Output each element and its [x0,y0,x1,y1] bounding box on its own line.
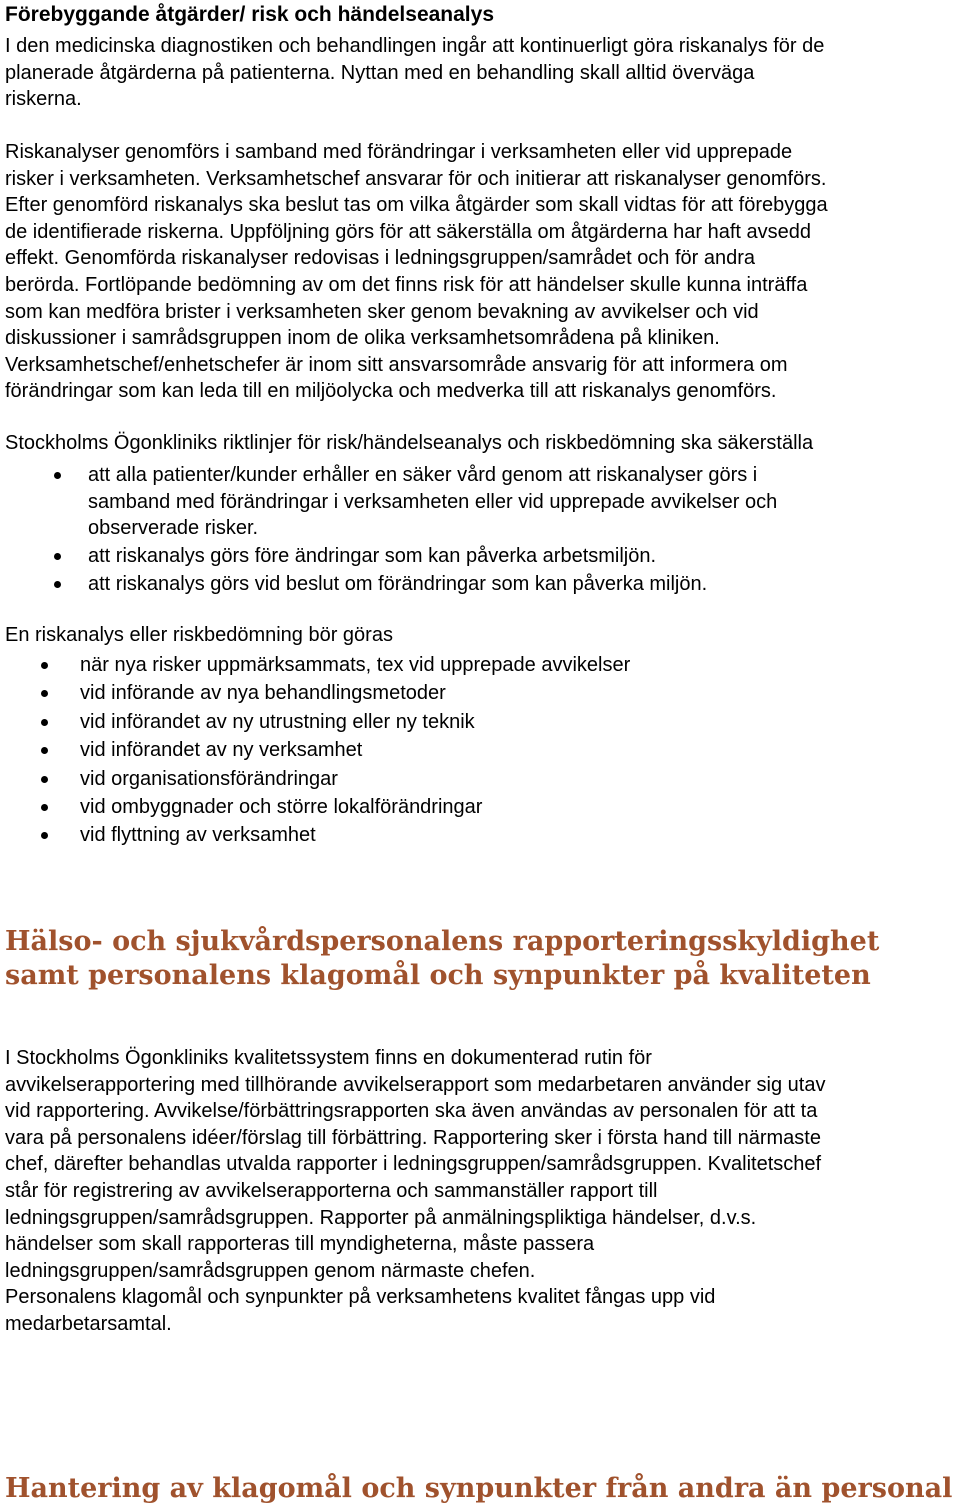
list-item-text: att riskanalys görs före ändringar som kan påverka arbetsmiljön. [88,545,657,568]
bullet-icon [41,747,48,754]
list-item-text: vid ombyggnader och större lokalförändringar [80,795,483,818]
list-item [80,652,940,679]
list-item-text: vid organisationsförändringar [80,767,338,790]
bullet-icon [54,581,61,588]
list-item [88,543,948,570]
list-item [80,737,940,764]
bullet-icon [41,719,48,726]
bullet-icon [54,553,61,560]
paragraph-reporting: I Stockholms Ögonkliniks kvalitetssystem finns en dokumenterad rutin för avvikelserapportering med tillhörande avvikelserapport som medarbetaren använder sig utav vid rapportering. Avvikelse/förbättringsrapporten ska även användas av personalen för att ta vara på personalens idéer/förslag till förbättring. Rapportering sker i första hand till närmaste chef, därefter behandlas utvalda rapporter i ledningsgruppen/samrådsgruppen. Kvalitetschef står för registrering av avvikelserapporterna och sammanställer rapport till ledningsgruppen/samrådsgruppen. Rapporter på anmälningspliktiga händelser, d.v.s. händelser som skall rapporteras till myndigheterna, måste passera ledningsgruppen/samrådsgruppen genom närmaste chefen. Personalens klagomål och synpunkter på verksamhetens kvalitet fångas upp vid medarbetarsamtal. [5,1047,826,1335]
bullet-icon [41,776,48,783]
list-item [88,571,948,598]
paragraph-when-intro: En riskanalys eller riskbedömning bör göras [5,624,393,646]
section-heading-reporting: Hälso- och sjukvårdspersonalens rapporteringsskyldighet samt personalens klagomål och synpunkter på kvaliteten [5,926,880,991]
when-list [80,652,940,851]
list-item-text: vid införande av nya behandlingsmetoder [80,682,446,705]
list-item [80,766,940,793]
list-item-text: att riskanalys görs vid beslut om förändringar som kan påverka miljön. [88,573,708,596]
list-item [80,680,940,707]
guidelines-list [88,462,948,599]
list-item-text: att alla patienter/kunder erhåller en säker vård genom att riskanalyser görs i samband med förändringar i verksamheten eller vid upprepade avvikelser och observerade risker. [88,464,778,540]
list-item-text: när nya risker uppmärksammats, tex vid upprepade avvikelser [80,654,631,676]
section-heading-risk: Förebyggande åtgärder/ risk och händelseanalys [5,3,494,26]
bullet-icon [41,804,48,811]
bullet-icon [41,832,48,839]
list-item [88,462,948,542]
list-item-text: vid införandet av ny verksamhet [80,739,363,762]
bullet-icon [41,662,48,669]
list-item [80,822,940,849]
bullet-icon [54,472,61,479]
list-item [80,709,940,736]
paragraph-risk-analysis: Riskanalyser genomförs i samband med förändringar i verksamheten eller vid upprepade risker i verksamheten. Verksamhetschef ansvarar för och initierar att riskanalyser genomförs. Efter genomförd riskanalys ska beslut tas om vilka åtgärder som skall vidtas för att förebygga de identifierade riskerna. Uppföljning görs för att säkerställa om åtgärderna har haft avsedd effekt. Genomförda riskanalyser redovisas i ledningsgruppen/samrådet och för andra berörda. Fortlöpande bedömning av om det finns risk för att händelser skulle kunna inträffa som kan medföra brister i verksamheten sker genom bevakning av avvikelser och vid diskussioner i samrådsgruppen inom de olika verksamhetsområdena på kliniken. Verksamhetschef/enhetschefer är inom sitt ansvarsområde ansvarig för att informera om förändringar som kan leda till en miljöolycka och medverka till att riskanalys genomförs. [5,141,828,403]
list-item-text: vid införandet av ny utrustning eller ny teknik [80,710,475,733]
paragraph-guidelines-intro: Stockholms Ögonkliniks riktlinjer för risk/händelseanalys och riskbedömning ska säkerställa [5,432,814,454]
paragraph-diagnostics: I den medicinska diagnostiken och behandlingen ingår att kontinuerligt göra riskanalys för de planerade åtgärderna på patienterna. Nyttan med en behandling skall alltid överväga riskerna. [5,35,825,111]
list-item-text: vid flyttning av verksamhet [80,824,316,847]
section-heading-complaints: Hantering av klagomål och synpunkter från andra än personal [5,1473,953,1504]
bullet-icon [41,690,48,697]
list-item [80,794,940,821]
